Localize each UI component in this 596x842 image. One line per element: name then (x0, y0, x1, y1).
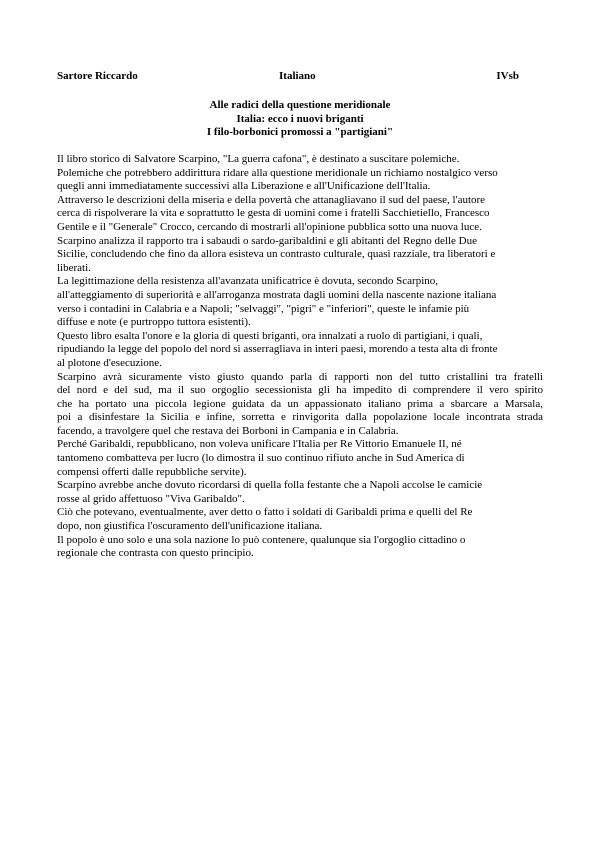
subject-label: Italiano (279, 70, 316, 82)
text-line: dopo, non giustifica l'oscuramento dell'unificazione italiana. (57, 520, 323, 533)
essay-subtitle: Italia: ecco i nuovi briganti (236, 112, 364, 125)
text-line: del nord e del sud, ma il suo orgoglio secessionista gli ha impedito di comprendere il vero spirito (57, 384, 543, 397)
text-line: poi a disinfestare la Sicilia e infine, sorretta e rinvigorita dalla popolazione locale incontrata strada (57, 411, 543, 424)
text-line: Perché Garibaldi, repubblicano, non voleva unificare l'Italia per Re Vittorio Emanuele II, né (57, 438, 462, 451)
text-line: all'atteggiamento di superiorità e all'arroganza mostrata dagli uomini della nascente nazione italiana (57, 288, 497, 301)
text-line: rosse al grido affettuoso "Viva Garibaldo". (57, 492, 245, 505)
document-header (57, 70, 543, 84)
text-line: Il libro storico di Salvatore Scarpino, "La guerra cafona", è destinato a suscitare polemiche. (57, 153, 460, 165)
text-line: compensi offerti dalle repubbliche servite). (57, 465, 247, 478)
text-line: facendo, a travolgere quel che restava dei Borboni in Campania e in Calabria. (57, 424, 399, 437)
essay-titles (57, 99, 543, 140)
text-line: Polemiche che potrebbero addirittura ridare alla questione meridionale un richiamo nostalgico verso (57, 166, 498, 179)
text-line: Il popolo è uno solo e una sola nazione lo può contenere, qualunque sia l'orgoglio cittadino o (57, 533, 466, 546)
text-line: Ciò che potevano, eventualmente, aver detto o fatto i soldati di Garibaldi prima e quelli del Re (57, 506, 473, 519)
text-line: tantomeno combatteva per lucro (lo dimostra il suo continuo rifiuto anche in Sud America di (57, 452, 465, 465)
text-line: Sicilie, concludendo che fino da allora esisteva un contrasto culturale, quasi razziale, tra liberatori e (57, 248, 496, 261)
text-line: cerca di rispolverare la vita e soprattutto le gesta di uomini come i fratelli Sacchietiello, Francesco (57, 207, 490, 220)
text-line: liberati. (57, 261, 91, 274)
essay-subtitle-secondary: I filo-borbonici promossi a "partigiani" (206, 126, 394, 138)
text-line: Scarpino avrà sicuramente visto giusto quando parla di rapporti non del tutto cristallini tra fratelli (57, 370, 543, 383)
text-line: Gentile e il "Generale" Crocco, cercando di mostrarli all'opinione pubblica sotto una nuova luce. (57, 220, 482, 233)
text-line: Attraverso le descrizioni della miseria e della povertà che attanagliavano il sud del paese, l'autore (57, 193, 486, 206)
text-line: ripudiando la legge del popolo del nord si asserragliava in interi paesi, morendo a testa alta di fronte (57, 343, 498, 356)
text-line: diffuse e note (e purtroppo tuttora esistenti). (57, 316, 251, 329)
text-line: regionale che contrasta con questo principio. (57, 547, 254, 560)
text-line: La legittimazione della resistenza all'avanzata unificatrice è dovuta, secondo Scarpino, (57, 275, 439, 288)
essay-title: Alle radici della questione meridionale (209, 99, 391, 111)
essay-body (57, 153, 543, 561)
text-line: al plotone d'esecuzione. (57, 356, 162, 369)
text-line: Scarpino avrebbe anche dovuto ricordarsi di quella folla festante che a Napoli accolse le camicie (57, 479, 483, 492)
text-line: Questo libro esalta l'onore e la gloria di questi briganti, ora innalzati a ruolo di partigiani, i quali, (57, 329, 483, 342)
class-label: IVsb (496, 70, 519, 82)
text-line: verso i contadini in Calabria e a Napoli; "selvaggi", "pigri" e "inferiori", queste le infamie più (57, 302, 470, 315)
author-name: Sartore Riccardo (57, 70, 138, 82)
text-line: quegli anni immediatamente successivi alla Liberazione e all'Unificazione dell'Italia. (57, 180, 431, 193)
text-line: Scarpino analizza il rapporto tra i sabaudi o sardo-garibaldini e gli abitanti del Regno delle Due (57, 234, 477, 247)
text-line: che ha portato una piccola legione guidata da un appassionato italiano prima a sbarcare a Marsala, (57, 397, 543, 410)
